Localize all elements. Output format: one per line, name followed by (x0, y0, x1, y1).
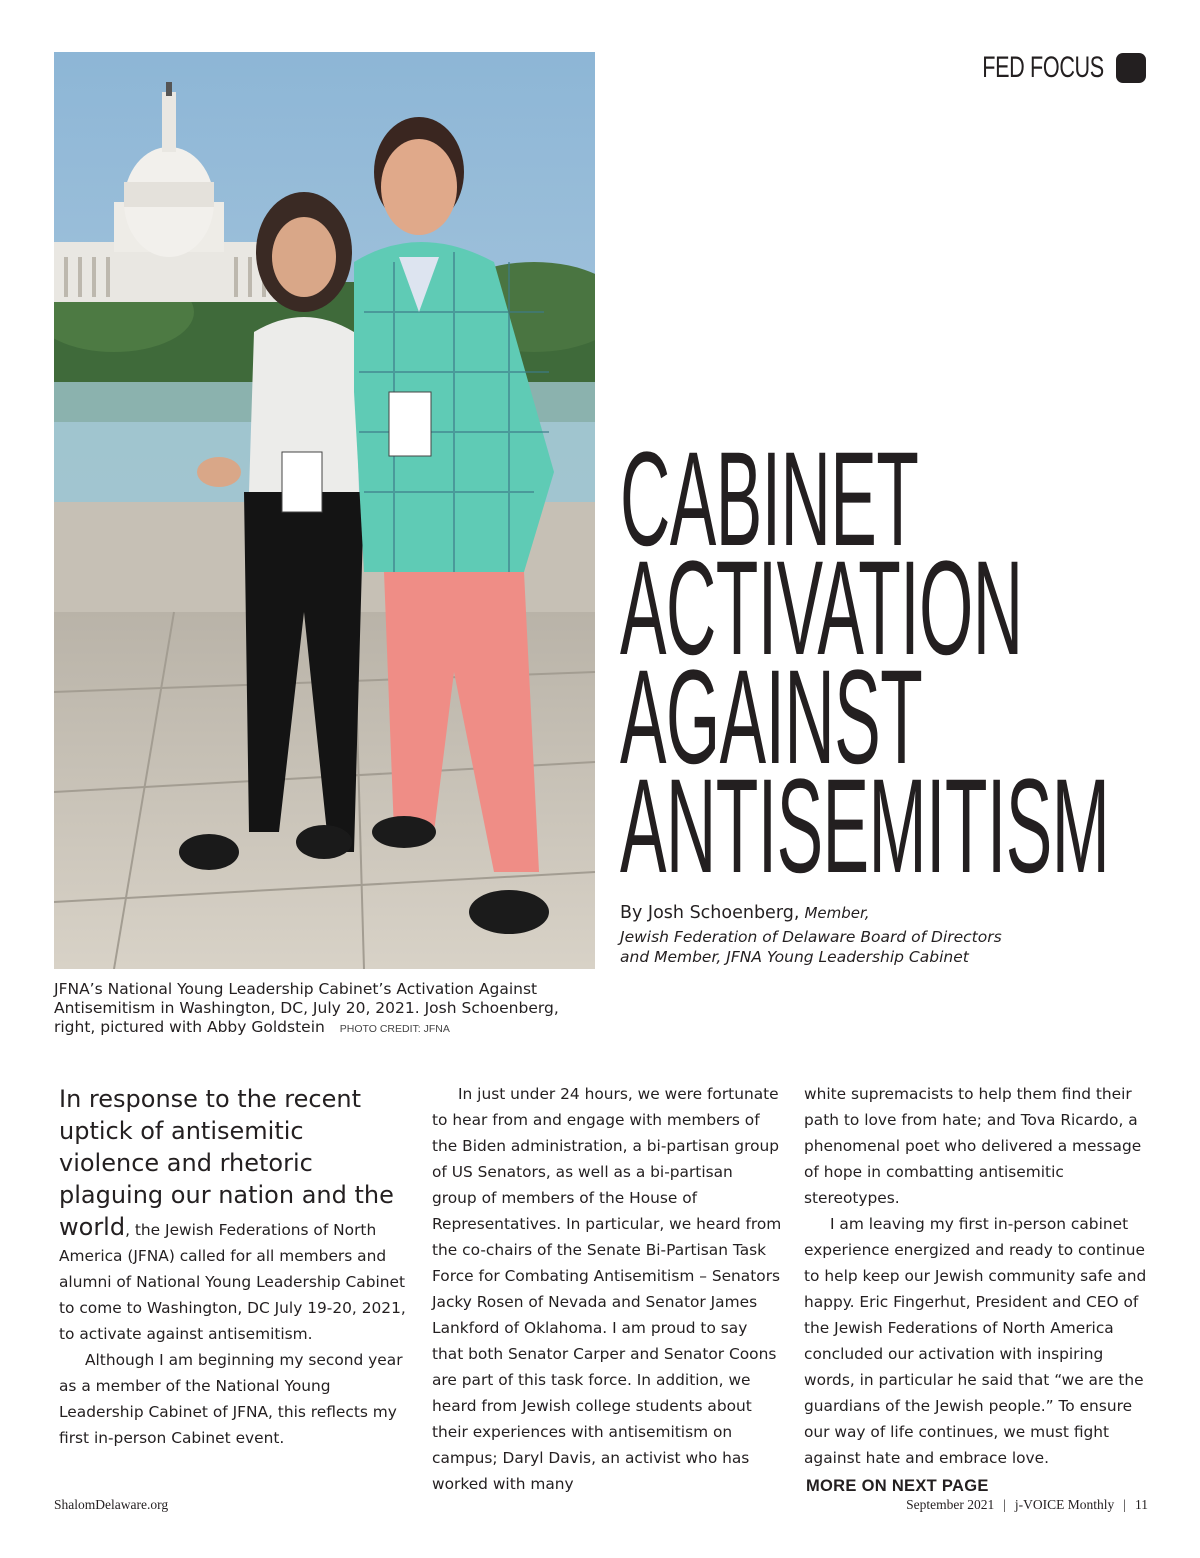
footer-publication: j-VOICE Monthly (1014, 1497, 1115, 1512)
photo-illustration (54, 52, 595, 969)
footer-issue-info (906, 1497, 1148, 1513)
article-paragraph-3-continued: white supremacists to help them find their path to love from hate; and Tova Ricardo, a phenomenal poet who delivered a message of hope in combatting antisemitic stereotypes. (804, 1085, 1142, 1207)
article-photo (54, 52, 595, 969)
footer-separator: | (1003, 1497, 1006, 1512)
article-column-3 (804, 1081, 1154, 1499)
continued-on-next-page: MORE ON NEXT PAGE (806, 1477, 989, 1495)
article-paragraph-3: In just under 24 hours, we were fortunate to hear from and engage with members of the Biden administration, a bi-partisan group of US Senators, as well as a bi-partisan group of members of the House of Representatives. In particular, we heard from the co-chairs of the Senate Bi-Partisan Task Force for Combating Antisemitism – Senators Jacky Rosen of Nevada and Senator James Lankford of Oklahoma. I am proud to say that both Senator Carper and Senator Coons are part of this task force. In addition, we heard from Jewish college students about their experiences with antisemitism on campus; Daryl Davis, an activist who has worked with many (432, 1085, 782, 1493)
photo-credit: PHOTO CREDIT: JFNA (339, 1023, 450, 1035)
section-tag-marker (1116, 53, 1146, 83)
article-column-1 (59, 1083, 409, 1451)
author-affiliation-line-2: and Member, JFNA Young Leadership Cabinet (620, 948, 969, 966)
headline-line-2: ACTIVATION (620, 534, 1023, 683)
footer-issue-date: September 2021 (906, 1497, 995, 1512)
article-column-2 (432, 1081, 782, 1497)
section-tag-label: FED FOCUS (982, 51, 1104, 84)
headline-line-1: CABINET (620, 425, 919, 574)
author-name: By Josh Schoenberg, (620, 903, 800, 923)
author-affiliation-line-1: Jewish Federation of Delaware Board of Directors (620, 928, 1002, 946)
headline-line-3: AGAINST (620, 643, 923, 792)
photo-caption (54, 980, 574, 1039)
byline (620, 903, 1160, 967)
page-number: 11 (1135, 1497, 1148, 1512)
section-tag (935, 50, 1146, 86)
article-paragraph-1-rest: , the Jewish Federations of North America (JFNA) called for all members and alumni of National Young Leadership Cabinet to come to Washington, DC July 19-20, 2021, to activate against antisemitism. (59, 1221, 406, 1343)
footer-separator: | (1123, 1497, 1126, 1512)
article-lede: In response to the recent uptick of antisemitic violence and rhetoric plaguing our nation and the world (59, 1085, 394, 1241)
article-paragraph-2: Although I am beginning my second year as a member of the National Young Leadership Cabinet of JFNA, this reflects my first in-person Cabinet event. (59, 1351, 403, 1447)
author-role: Member, (804, 904, 870, 922)
footer-website: ShalomDelaware.org (54, 1497, 169, 1512)
caption-text: JFNA’s National Young Leadership Cabinet’s Activation Against Antisemitism in Washington, DC, July 20, 2021. Josh Schoenberg, right, pictured with Abby Goldstein (54, 980, 559, 1036)
headline (620, 425, 1110, 901)
article-paragraph-1 (59, 1083, 409, 1347)
article-paragraph-4: I am leaving my first in-person cabinet experience energized and ready to continue to help keep our Jewish community safe and happy. Eric Fingerhut, President and CEO of the Jewish Federations of North America concluded our activation with inspiring words, in particular he said that “we are the guardians of the Jewish people.” To ensure our way of life continues, we must fight against hate and embrace love. (804, 1215, 1147, 1467)
headline-line-4: ANTISEMITISM (620, 752, 1110, 901)
author-affiliation (620, 927, 1160, 967)
